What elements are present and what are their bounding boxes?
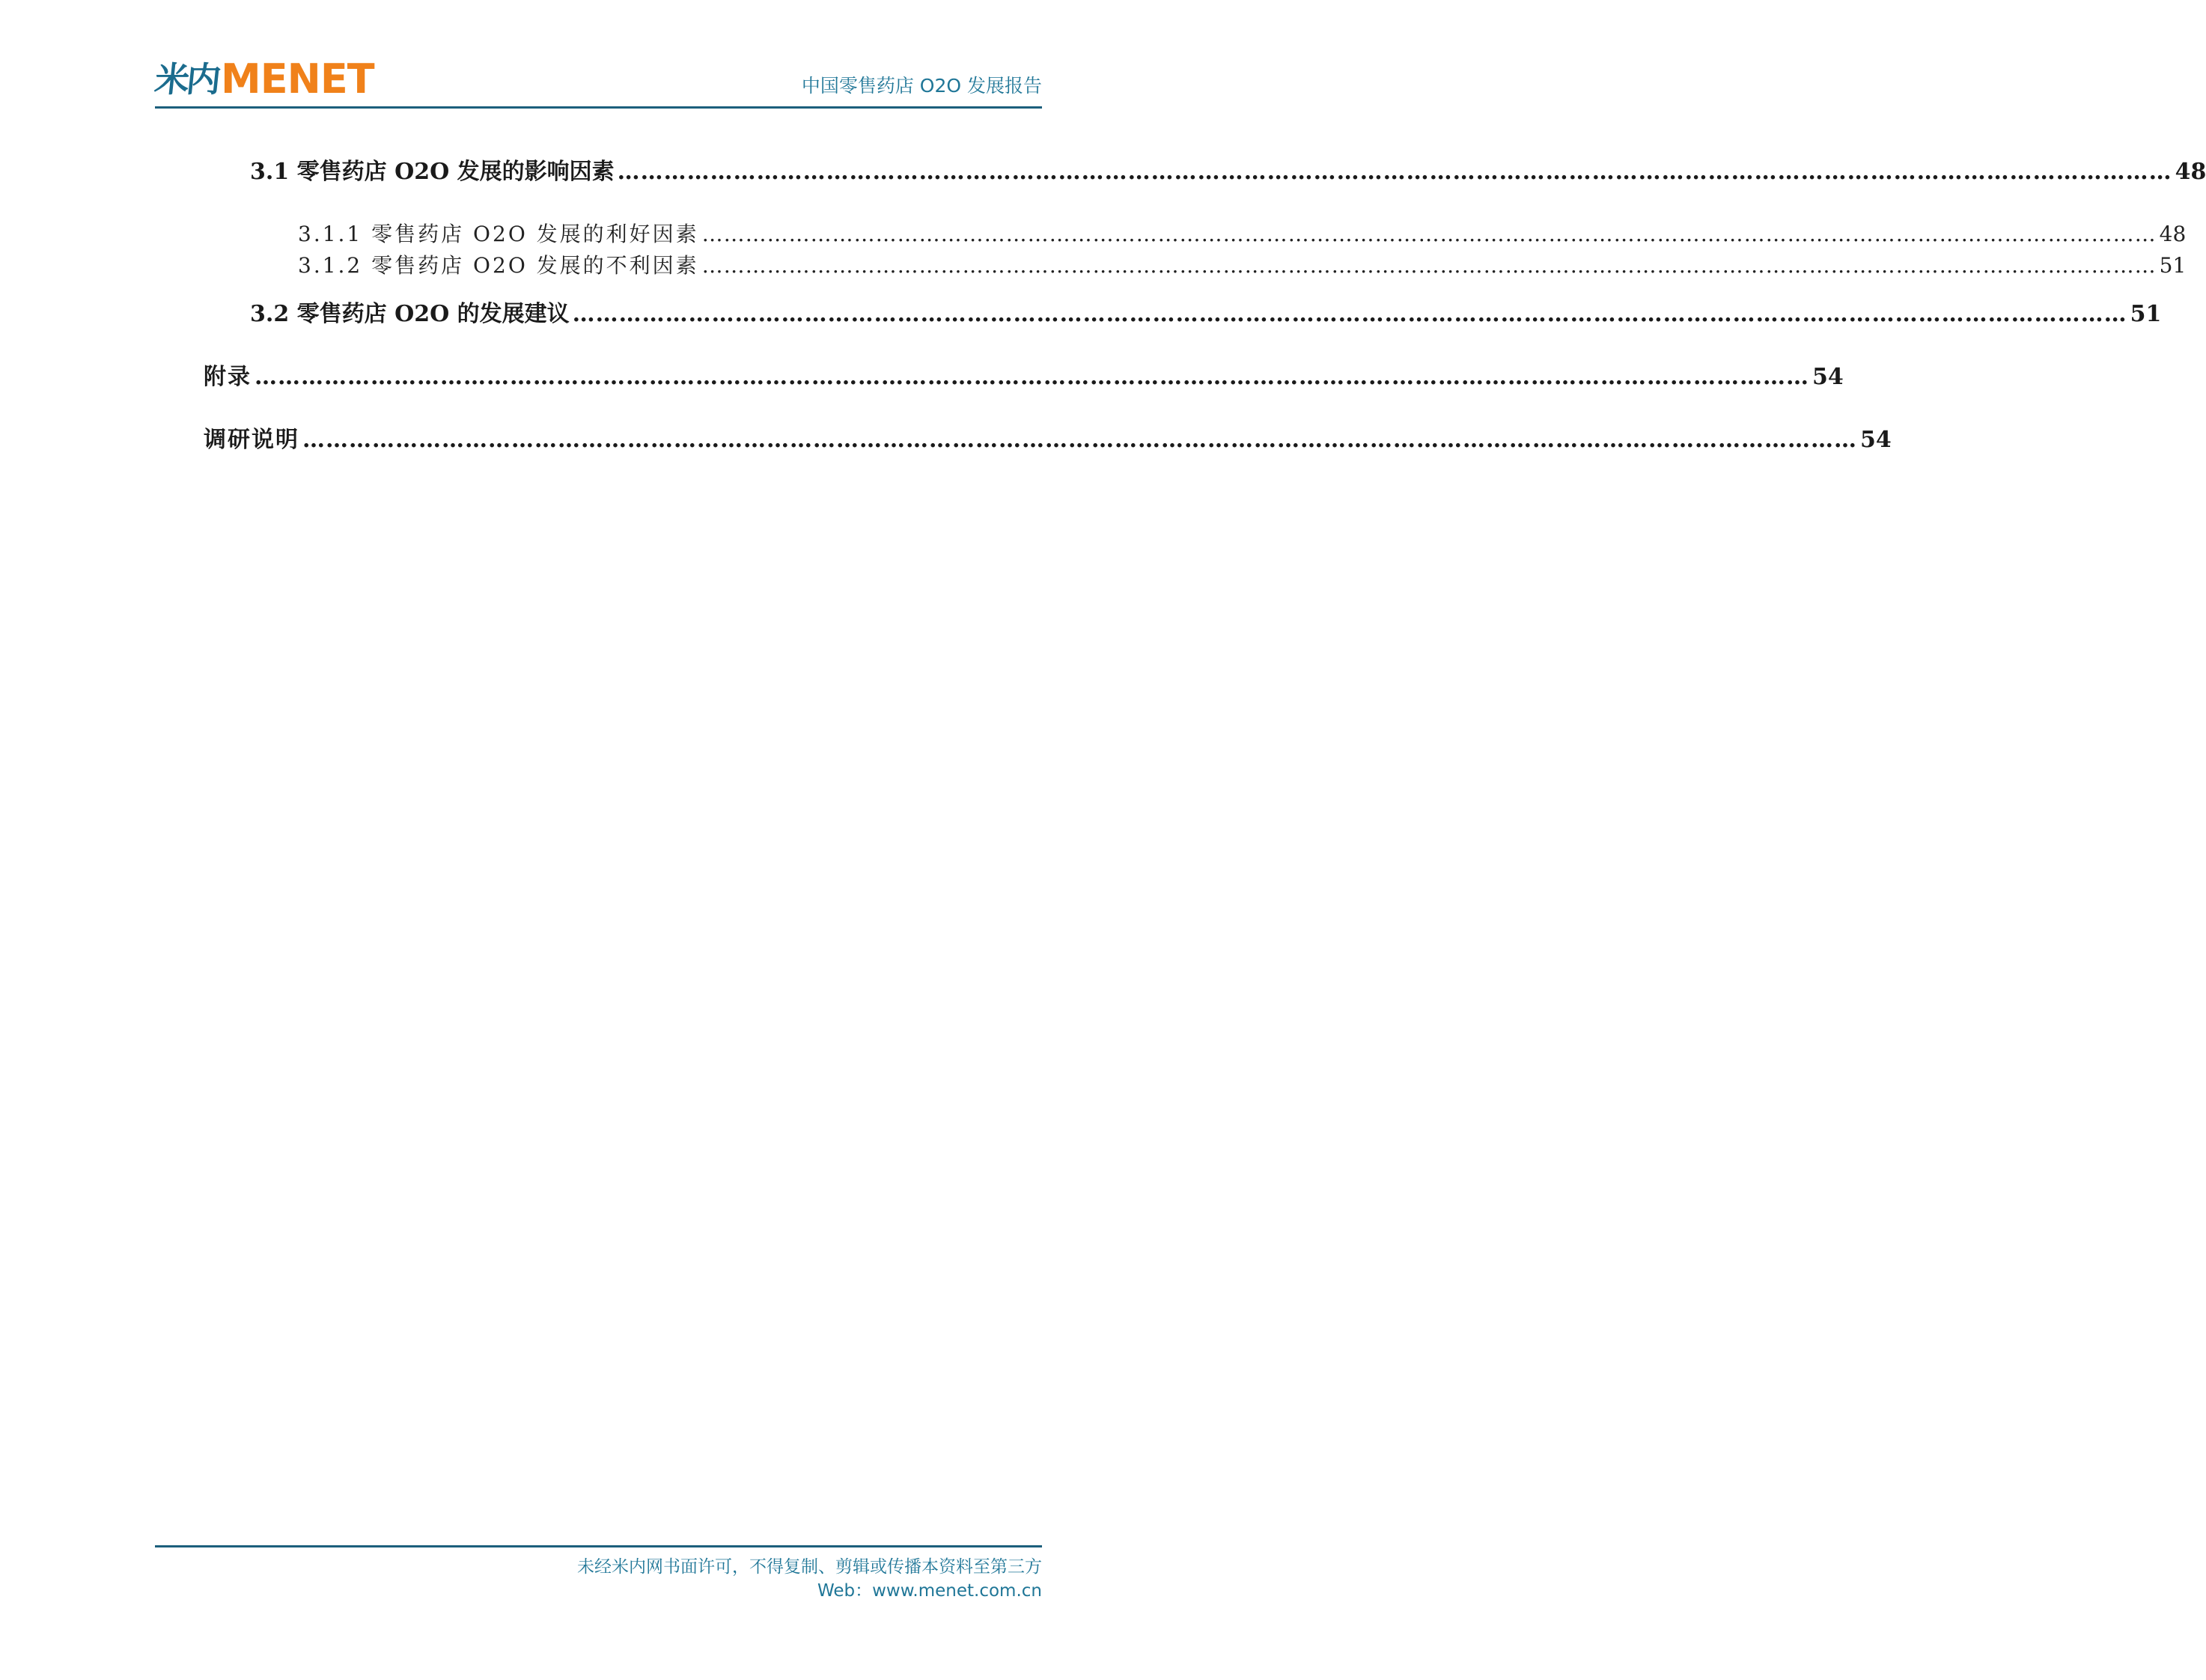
- toc-page-number: 48: [2159, 222, 2187, 246]
- toc-entry-appendix[interactable]: [204, 358, 1844, 391]
- toc-entry-3-1-1[interactable]: [298, 218, 2187, 248]
- toc-entry-3-1-2[interactable]: [298, 249, 2187, 279]
- toc-entry-survey-notes[interactable]: [204, 421, 1892, 454]
- menet-logo: [153, 55, 374, 103]
- toc-entry-3-2[interactable]: [250, 295, 2162, 328]
- copyright-notice: 未经米内网书面许可，不得复制、剪辑或传播本资料至第三方: [577, 1557, 1042, 1577]
- toc-page-number: 54: [1860, 427, 1892, 453]
- header-divider: [155, 106, 1042, 109]
- toc-page-number: 51: [2159, 253, 2187, 278]
- toc-entry-label: 附录: [204, 364, 252, 390]
- toc-leader-dots: …………………………………………………………………………………………………………………………………………………………………………………: [255, 364, 1809, 390]
- toc-entry-label: 3.1 零售药店 O2O 发展的影响因素: [250, 159, 615, 185]
- website-link[interactable]: Web：www.menet.com.cn: [817, 1581, 1042, 1601]
- toc-entry-3-1[interactable]: [250, 153, 2206, 186]
- toc-entry-label: 调研说明: [204, 427, 299, 453]
- page-header: [153, 55, 1042, 111]
- toc-page-number: 54: [1812, 364, 1844, 390]
- toc-page-number: 51: [2130, 301, 2162, 327]
- toc-entry-label: 3.1.1 零售药店 O2O 发展的利好因素: [298, 222, 699, 246]
- footer-divider: [155, 1545, 1042, 1547]
- logo-wordmark: MENET: [221, 55, 374, 103]
- toc-leader-dots: …………………………………………………………………………………………………………………………………………………………………………………: [617, 159, 2172, 185]
- logo-chinese-mark: 米内: [153, 59, 220, 100]
- report-title: 中国零售药店 O2O 发展报告: [801, 75, 1042, 97]
- toc-leader-dots: …………………………………………………………………………………………………………………………………………………………………………………: [701, 222, 2157, 246]
- toc-leader-dots: …………………………………………………………………………………………………………………………………………………………………………………: [701, 253, 2157, 278]
- toc-entry-label: 3.1.2 零售药店 O2O 发展的不利因素: [298, 253, 699, 278]
- toc-entry-label: 3.2 零售药店 O2O 的发展建议: [250, 301, 570, 327]
- toc-page-number: 48: [2175, 159, 2206, 185]
- toc-leader-dots: …………………………………………………………………………………………………………………………………………………………………………………: [302, 427, 1857, 453]
- toc-leader-dots: …………………………………………………………………………………………………………………………………………………………………………………: [572, 301, 2127, 327]
